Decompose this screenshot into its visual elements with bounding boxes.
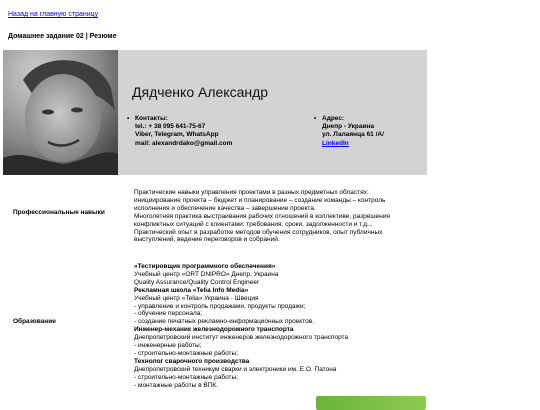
education-line: - обучение персонала; xyxy=(134,310,203,318)
skills-line: Многолетняя практика выстраивания рабочих отношений в коллективе, разрешения xyxy=(134,212,390,220)
email-text: mail: alexandrdako@gmail.com xyxy=(135,139,233,147)
education-line: - монтажные работы в ВПК. xyxy=(134,381,218,389)
contacts-heading: Контакты: xyxy=(135,115,168,122)
education-line: Quality Assurance/Quality Control Engineer xyxy=(134,278,260,286)
education-line: Учебный центр «ORT DNIPRO» Днепр, Украина xyxy=(134,270,279,278)
back-to-home-link[interactable]: Назад на главную страницу xyxy=(8,11,99,18)
skills-line: инициирование проекта – бюджет и планирование – создание команды – контроль xyxy=(134,196,386,204)
education-line: - инженерные работы; xyxy=(134,342,202,350)
skills-line: Практический опыт в разработке методов обучения сотрудников, опыт публичных xyxy=(134,228,383,236)
contacts-block xyxy=(127,115,232,148)
bullet-icon: • xyxy=(127,115,130,122)
education-line: - управление и контроль продажами, продукты продажи; xyxy=(134,302,306,310)
skills-label: Профессиональные навыки xyxy=(13,209,105,216)
skills-line: исполнения и обеспечение качества – завершение проекта. xyxy=(134,204,316,212)
education-course-title: «Тестировщик программного обеспечения» xyxy=(134,263,276,270)
education-course-title: Технолог сварочного производства xyxy=(134,357,250,365)
education-line: Учебный центр «Telia» Украина - Швеция xyxy=(134,294,259,302)
profile-photo xyxy=(3,50,118,175)
messengers-text: Viber, Telegram, WhatsApp xyxy=(135,131,219,139)
education-line: Днепропетровский институт инженеров железнодорожного транспорта xyxy=(134,334,349,342)
skills-line: Практические навыки управления проектами в разных предметных областях: xyxy=(134,189,369,196)
skills-line: выступлений, ведение переговоров и собраний. xyxy=(134,236,280,244)
education-label: Образование xyxy=(13,318,56,325)
address-country: Днепр - Украина xyxy=(322,123,375,131)
profile-name: Дядченко Александр xyxy=(132,84,269,100)
address-street: ул. Лалаянца 61 /А/ xyxy=(322,131,384,139)
education-course-title: Рекламная школа «Telia Info Media» xyxy=(134,286,249,294)
linkedin-link[interactable]: LinkedIn xyxy=(322,139,349,147)
education-course-title: Инженер-механик железнодорожного транспорта xyxy=(134,326,294,334)
decorative-banner xyxy=(316,396,426,410)
education-line: - создание печатных рекламно-информационных проектов. xyxy=(134,318,315,326)
skills-line: конфликтных ситуаций с клиентами: требования, сроки, задолженности и т.д... xyxy=(134,220,373,228)
skills-text xyxy=(134,189,419,244)
education-line: - строительно-монтажные работы; xyxy=(134,373,239,381)
bullet-icon: • xyxy=(314,115,317,122)
phone-text: tel.: + 38 095 641-75-67 xyxy=(135,123,206,131)
education-text xyxy=(134,263,424,390)
education-line: Днепропетровский техникум сварки и электроники им. Е.О. Патона xyxy=(134,365,337,373)
address-heading: Адрес: xyxy=(322,115,345,122)
address-block xyxy=(314,115,384,148)
page-title: Домашнее задание 02 | Резюме xyxy=(8,33,117,40)
education-line: - строительно-монтажные работы; xyxy=(134,349,239,357)
